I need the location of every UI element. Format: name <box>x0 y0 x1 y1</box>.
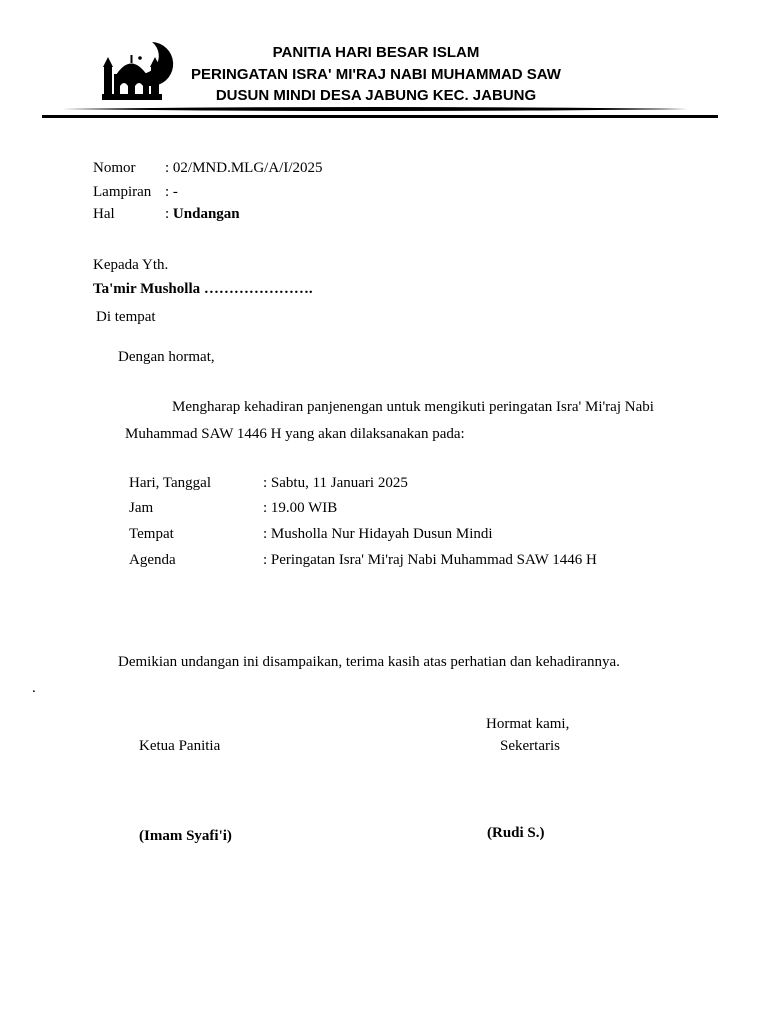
detail-value: : Sabtu, 11 Januari 2025 <box>263 475 408 491</box>
hal-label: Hal <box>93 206 115 222</box>
hal-subject: Undangan <box>172 206 240 222</box>
hal-separator: : <box>165 206 173 222</box>
lampiran-label: Lampiran <box>93 184 152 200</box>
letterhead-line-2: PERINGATAN ISRA' MI'RAJ NABI MUHAMMAD SAW <box>191 66 561 83</box>
hal-value <box>165 206 240 223</box>
detail-value: : Musholla Nur Hidayah Dusun Mindi <box>263 526 493 542</box>
greeting: Dengan hormat, <box>118 349 215 365</box>
detail-label: Tempat <box>129 526 174 542</box>
closing-sentence: Demikian undangan ini disampaikan, terima kasih atas perhatian dan kehadirannya. <box>118 654 620 670</box>
recipient-name: Ta'mir Musholla …………………. <box>93 281 313 297</box>
chairman-name: (Imam Syafi'i) <box>139 828 232 844</box>
letterhead-divider <box>40 106 720 120</box>
letterhead-line-1: PANITIA HARI BESAR ISLAM <box>272 44 480 61</box>
recipient-place: Di tempat <box>96 309 156 325</box>
secretary-name: (Rudi S.) <box>487 825 545 841</box>
paragraph-line-2: Muhammad SAW 1446 H yang akan dilaksanakan pada: <box>125 426 465 442</box>
regards-text: Hormat kami, <box>486 716 570 732</box>
nomor-label: Nomor <box>93 160 136 176</box>
detail-label: Agenda <box>129 552 176 568</box>
paragraph-line-1: Mengharap kehadiran panjenengan untuk mengikuti peringatan Isra' Mi'raj Nabi <box>172 399 654 415</box>
chairman-title: Ketua Panitia <box>139 738 221 754</box>
detail-label: Hari, Tanggal <box>129 475 211 491</box>
nomor-value: : 02/MND.MLG/A/I/2025 <box>165 160 323 176</box>
mosque-logo-icon <box>100 40 180 102</box>
recipient-salutation: Kepada Yth. <box>93 257 169 273</box>
detail-label: Jam <box>129 500 154 516</box>
lampiran-value: : - <box>165 184 178 200</box>
detail-value: : 19.00 WIB <box>263 500 338 516</box>
detail-value: : Peringatan Isra' Mi'raj Nabi Muhammad SAW 1446 H <box>263 552 597 568</box>
letterhead-line-3: DUSUN MINDI DESA JABUNG KEC. JABUNG <box>215 87 537 104</box>
stray-dot: . <box>32 680 36 696</box>
secretary-title: Sekertaris <box>500 738 560 754</box>
